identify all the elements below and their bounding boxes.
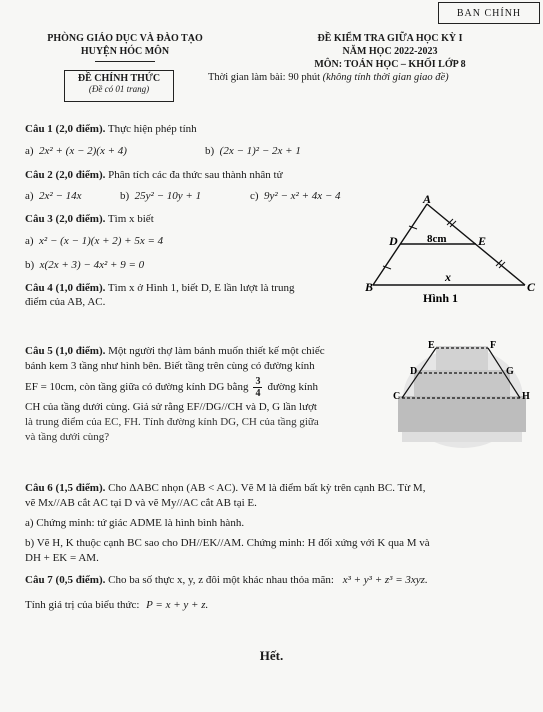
dept-line1: PHÒNG GIÁO DỤC VÀ ĐÀO TẠO bbox=[47, 33, 203, 44]
q5-frac-num: 3 bbox=[255, 375, 261, 387]
q5-line4: CH của tầng dưới cùng. Giả sử rằng EF//DG//CH và D, G lần lượt bbox=[25, 401, 317, 413]
corner-stamp: BAN CHÍNH bbox=[438, 2, 540, 24]
q5-text bbox=[25, 344, 380, 445]
q1-b bbox=[205, 144, 301, 158]
figure1-triangle bbox=[365, 192, 540, 307]
cake-top-tier bbox=[436, 346, 488, 370]
q4-line2: điểm của AB, AC. bbox=[25, 296, 106, 308]
q6-line1: Cho ΔABC nhọn (AB < AC). Vẽ M là điểm bất kỳ trên cạnh BC. Từ M, bbox=[108, 482, 426, 494]
cake-label-e: E bbox=[428, 340, 435, 351]
q7-expr: P = x + y + z. bbox=[146, 599, 209, 611]
header-divider bbox=[95, 61, 155, 62]
q4-line1: Tìm x ở Hình 1, biết D, E lần lượt là trung bbox=[107, 282, 295, 294]
label-a: A bbox=[423, 192, 432, 206]
q7-line2: Tính giá trị của biểu thức: bbox=[25, 599, 140, 611]
cake-label-h: H bbox=[522, 391, 530, 402]
q7-eq: x³ + y³ + z³ = 3xyz. bbox=[342, 574, 428, 586]
school-year: NĂM HỌC 2022-2023 bbox=[342, 46, 438, 57]
q3-b bbox=[25, 258, 144, 272]
q7-title: Câu 7 (0,5 điểm). bbox=[25, 574, 106, 586]
dept-line2: HUYỆN HÓC MÔN bbox=[80, 46, 170, 57]
q2-title: Câu 2 (2,0 điểm). bbox=[25, 169, 106, 181]
cake-figure bbox=[388, 336, 536, 454]
q2-a bbox=[25, 189, 82, 203]
cake-bottom-tier bbox=[398, 396, 526, 432]
cake-label-c: C bbox=[393, 391, 401, 402]
q2-c bbox=[250, 189, 341, 203]
q2-a-label: a) bbox=[25, 190, 34, 202]
official-box bbox=[64, 70, 174, 102]
cake-label-g: G bbox=[506, 366, 514, 377]
q3-b-expr: x(2x + 3) − 4x² + 9 = 0 bbox=[39, 259, 145, 271]
q6-b1: b) Vẽ H, K thuộc cạnh BC sao cho DH//EK//AM. Chứng minh: H đối xứng với K qua M và bbox=[25, 537, 430, 549]
q3-a bbox=[25, 234, 163, 248]
q3-prompt: Tìm x biết bbox=[107, 213, 154, 225]
header-right bbox=[240, 32, 540, 71]
figure1-caption: Hình 1 bbox=[423, 291, 459, 305]
time-line bbox=[208, 72, 538, 83]
q1-heading bbox=[25, 122, 197, 136]
label-e: E bbox=[478, 234, 487, 248]
q6-b2: DH + EK = AM. bbox=[25, 552, 99, 564]
q4-text bbox=[25, 281, 365, 309]
q5-line2: bánh kem 3 tầng như hình bên. Biết tầng trên cùng có đường kính bbox=[25, 360, 315, 372]
q5-line3a: EF = 10cm, còn tầng giữa có đường kính DG bằng bbox=[25, 380, 249, 393]
q6-text bbox=[25, 481, 535, 566]
cake-label-f: F bbox=[490, 340, 497, 351]
q2-c-label: c) bbox=[250, 190, 259, 202]
q6-title: Câu 6 (1,5 điểm). bbox=[25, 482, 106, 494]
cake-label-d: D bbox=[410, 366, 418, 377]
q2-c-expr: 9y² − x² + 4x − 4 bbox=[264, 190, 341, 202]
q7-line1-row bbox=[25, 573, 535, 587]
q2-b-label: b) bbox=[120, 190, 130, 202]
q2-prompt: Phân tích các đa thức sau thành nhân tử bbox=[108, 169, 283, 181]
q1-a-expr: 2x² + (x − 2)(x + 4) bbox=[39, 145, 127, 157]
q5-line6: và tầng dưới cùng? bbox=[25, 431, 110, 443]
exam-title: ĐỀ KIỂM TRA GIỮA HỌC KỲ I bbox=[317, 33, 463, 44]
end-text: Hết. bbox=[259, 648, 284, 663]
q1-a bbox=[25, 144, 127, 158]
header-left bbox=[10, 32, 240, 62]
q5-frac-den: 4 bbox=[255, 387, 261, 399]
q3-a-label: a) bbox=[25, 235, 34, 247]
q1-prompt: Thực hiện phép tính bbox=[107, 123, 197, 135]
q6-line2: vẽ Mx//AB cắt AC tại D và vẽ My//AC cắt AB tại E. bbox=[25, 497, 257, 509]
q7-line2-row bbox=[25, 598, 535, 612]
q3-heading bbox=[25, 212, 154, 226]
q6-a: a) Chứng minh: tứ giác ADME là hình bình hành. bbox=[25, 517, 245, 529]
label-x: x bbox=[445, 270, 451, 284]
q2-a-expr: 2x² − 14x bbox=[39, 190, 82, 202]
time-label: Thời gian làm bài: 90 phút bbox=[208, 72, 320, 83]
q1-b-label: b) bbox=[205, 145, 215, 157]
q5-line3b: đường kính bbox=[267, 380, 319, 393]
subject: MÔN: TOÁN HỌC – KHỐI LỚP 8 bbox=[314, 59, 466, 70]
q4-title: Câu 4 (1,0 điểm). bbox=[25, 282, 106, 294]
q1-title: Câu 1 (2,0 điểm). bbox=[25, 123, 106, 135]
q3-title: Câu 3 (2,0 điểm). bbox=[25, 213, 106, 225]
cake-base bbox=[402, 432, 522, 442]
label-c: C bbox=[527, 280, 536, 294]
q5-title: Câu 5 (1,0 điểm). bbox=[25, 345, 106, 357]
q5-line5: là trung điểm của EC, FH. Tính đường kính DG, CH của tầng giữa bbox=[25, 416, 319, 428]
official-label: ĐỀ CHÍNH THỨC bbox=[77, 73, 161, 84]
cake-middle-tier bbox=[414, 370, 510, 396]
q2-b-expr: 25y² − 10y + 1 bbox=[134, 190, 202, 202]
time-note: (không tính thời gian giao đề) bbox=[322, 72, 449, 83]
q3-b-label: b) bbox=[25, 259, 35, 271]
label-de-length: 8cm bbox=[427, 233, 447, 245]
q7-line1: Cho ba số thực x, y, z đôi một khác nhau thỏa mãn: bbox=[108, 574, 334, 586]
pages-note: (Đề có 01 trang) bbox=[88, 84, 150, 94]
q1-a-label: a) bbox=[25, 145, 34, 157]
q5-line1: Một người thợ làm bánh muốn thiết kế một chiếc bbox=[108, 345, 325, 357]
q3-a-expr: x² − (x − 1)(x + 2) + 5x = 4 bbox=[39, 235, 164, 247]
q5-fraction bbox=[253, 376, 262, 399]
q1-b-expr: (2x − 1)² − 2x + 1 bbox=[219, 145, 301, 157]
label-b: B bbox=[365, 280, 374, 294]
q2-b bbox=[120, 189, 201, 203]
label-d: D bbox=[389, 234, 398, 248]
q2-heading bbox=[25, 168, 283, 182]
